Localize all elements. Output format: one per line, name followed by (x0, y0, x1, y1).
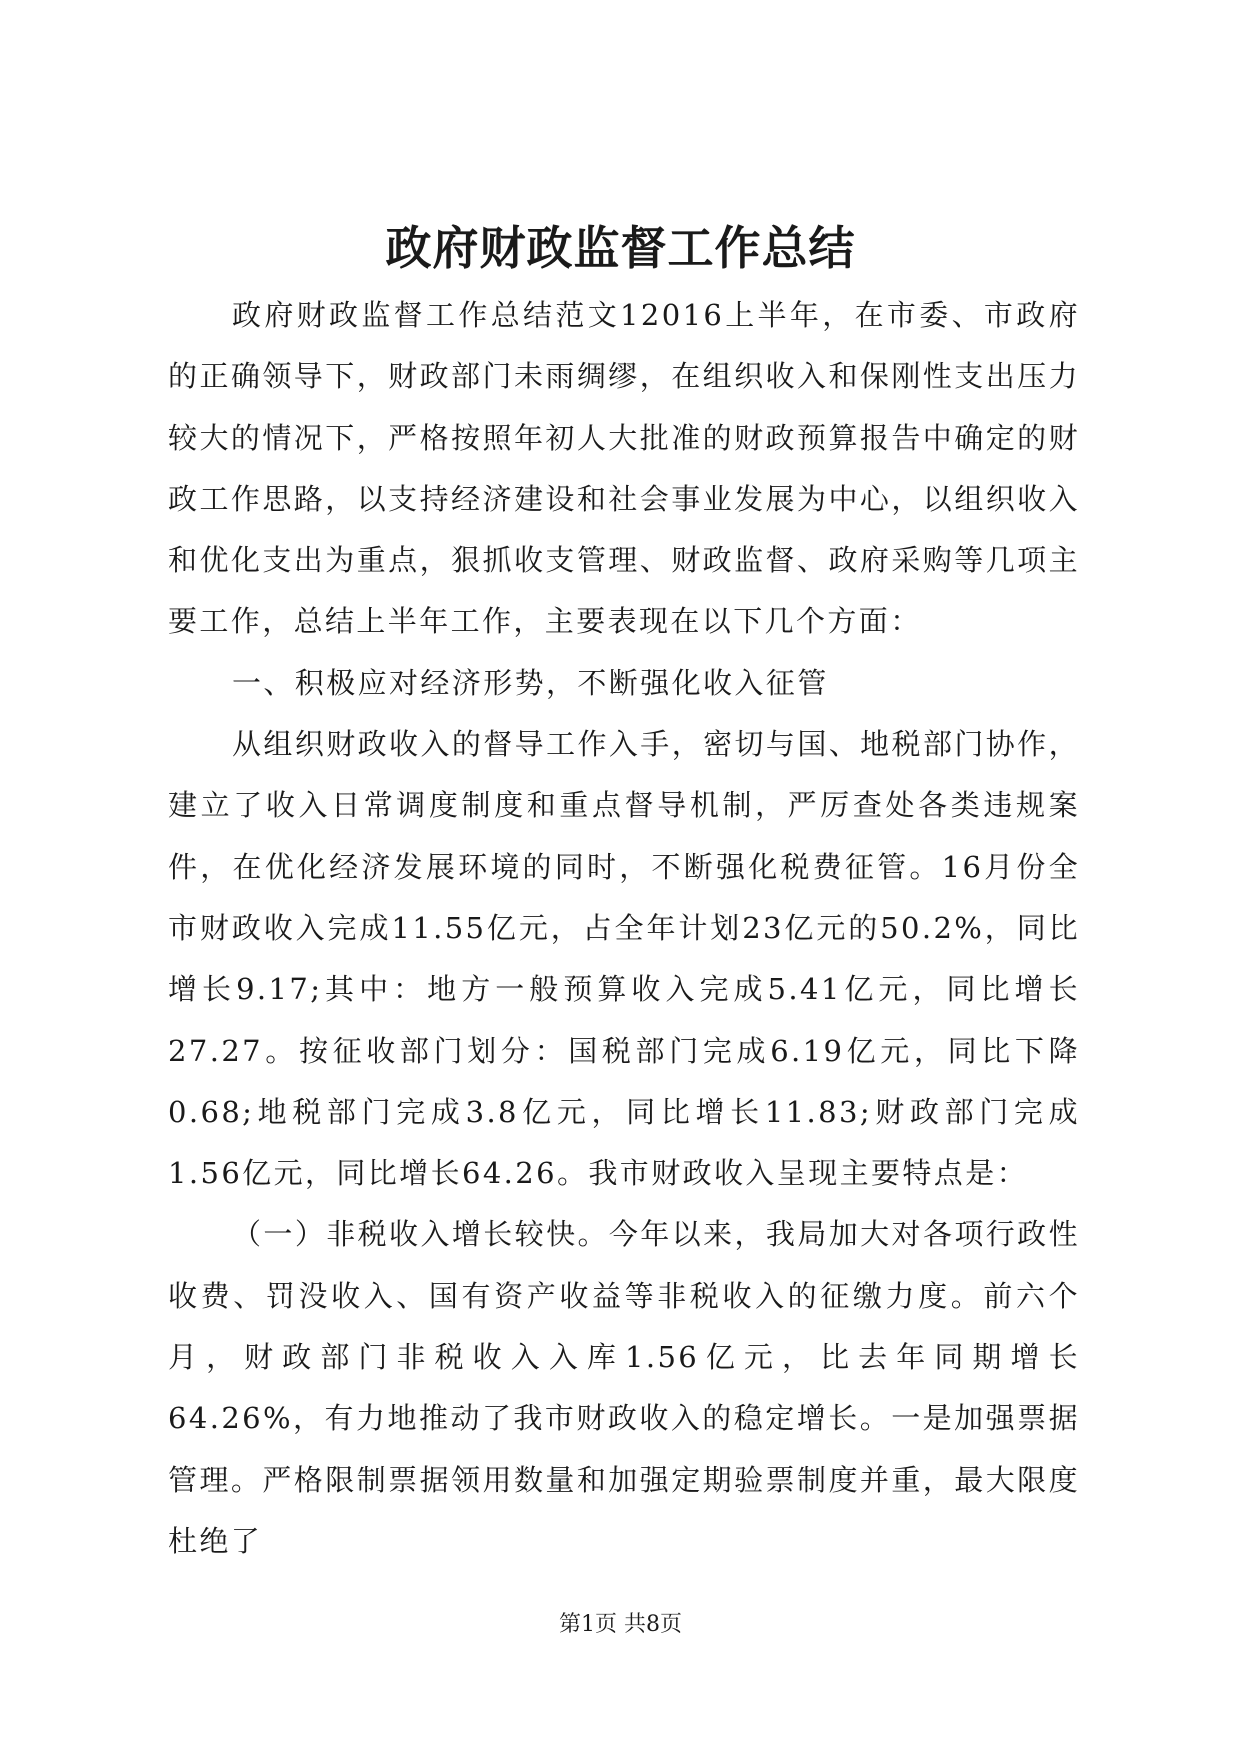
paragraph-nontax-revenue: （一）非税收入增长较快。今年以来，我局加大对各项行政性收费、罚没收入、国有资产收益等非税收入的征缴力度。前六个月，财政部门非税收入入库1.56亿元，比去年同期增长64.26%，有力地推动了我市财政收入的稳定增长。一是加强票据管理。严格限制票据领用数量和加强定期验票制度并重，最大限度杜绝了 (168, 1217, 1080, 1558)
document-title: 政府财政监督工作总结 (385, 221, 856, 275)
paragraph-revenue: 从组织财政收入的督导工作入手，密切与国、地税部门协作，建立了收入日常调度制度和重点督导机制，严厉查处各类违规案件，在优化经济发展环境的同时，不断强化税费征管。16月份全市财政收入完成11.55亿元，占全年计划23亿元的50.2%，同比增长9.17;其中：地方一般预算收入完成5.41亿元，同比增长27.27。按征收部门划分：国税部门完成6.19亿元，同比下降0.68;地税部门完成3.8亿元，同比增长11.83;财政部门完成1.56亿元，同比增长64.26。我市财政收入呈现主要特点是： (168, 727, 1080, 1191)
paragraph-intro: 政府财政监督工作总结范文12016上半年，在市委、市政府的正确领导下，财政部门未雨绸缪，在组织收入和保刚性支出压力较大的情况下，严格按照年初人大批准的财政预算报告中确定的财政工作思路，以支持经济建设和社会事业发展为中心，以组织收入和优化支出为重点，狠抓收支管理、财政监督、政府采购等几项主要工作，总结上半年工作，主要表现在以下几个方面： (168, 298, 1080, 639)
section-heading-1: 一、积极应对经济形势，不断强化收入征管 (232, 665, 829, 700)
document-body (168, 285, 1080, 1572)
page-number: 第1页 共8页 (559, 1612, 682, 1637)
